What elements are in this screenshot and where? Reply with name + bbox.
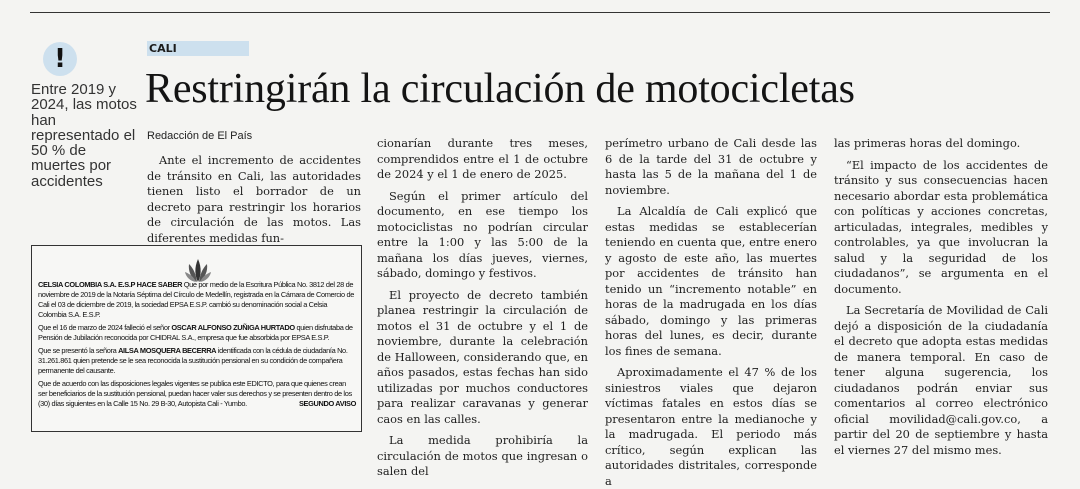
paragraph: La medida prohibiría la circulación de motos que ingresan o salen del: [377, 433, 588, 478]
paragraph: “El impacto de los accidentes de tránsito y sus consecuencias hacen necesario abordar esta problemática con políticas y acciones concretas, articuladas, integrales, medibles y controlables, ya que involucran la salud y la seguridad de los ciudadanos”, se argumenta en el documento.: [834, 157, 1048, 296]
notice-text: Que se presentó la señora: [38, 346, 119, 355]
notice-text: Que el 16 de marzo de 2024 falleció el señor: [38, 323, 172, 332]
paragraph: La Alcaldía de Cali explicó que estas medidas se establecerían teniendo en cuenta que, entre enero y agosto de este año, las muertes por accidentes de tránsito han tenido un “incremento notable” en horas de la madrugada en los días sábado, domingo y las primeras horas del lunes, es decir, durante los fines de semana.: [605, 204, 817, 358]
paragraph: El proyecto de decreto también planea restringir la circulación de motos el 31 de octubre y el 1 de noviembre, durante la celebración de Halloween, considerando que, en años pasados, estas fechas han sido utilizadas por muchos conductores para realizar caravanas y generar caos en las calles.: [377, 287, 588, 426]
notice-paragraph: [38, 379, 356, 409]
notice-text: quien disfrutaba de Pensión de Jubilación reconocida por CHIDRAL S.A., empresa que fue absorbida por EPSA E.S.P.: [38, 323, 353, 342]
notice-bold: CELSIA COLOMBIA S.A. E.S.P HACE SABER: [38, 280, 183, 289]
notice-text: identificada con la cédula de ciudadanía No. 31.261.861 quien pretende se le sea reconocida la sustitución pensional en su condición de compañera permanente del causante.: [38, 346, 348, 375]
article-column-3: [605, 136, 817, 489]
paragraph: perímetro urbano de Cali desde las 6 de la tarde del 31 de octubre y hasta las 5 de la mañana del 1 de noviembre.: [605, 136, 817, 197]
headline: Restringirán la circulación de motocicletas: [145, 66, 855, 112]
paragraph: Según el primer artículo del documento, en ese tiempo los motociclistas no podrían circular entre la 1:00 y las 5:00 de la mañana los días jueves, viernes, sábado, domingo y festivos.: [377, 188, 588, 280]
paragraph: Ante el incremento de accidentes de tránsito en Cali, las autoridades tienen listo el borrador de un decreto para restringir los horarios de circulación de las motos. Las diferentes medidas fun-: [147, 153, 361, 245]
exclamation-icon: !: [43, 42, 77, 76]
byline: Redacción de El País: [147, 130, 253, 142]
article-column-1: [147, 153, 361, 246]
section-tag: CALI: [147, 41, 249, 56]
article-column-2: [377, 136, 588, 480]
notice-paragraph: [38, 346, 356, 376]
paragraph: las primeras horas del domingo.: [834, 136, 1021, 150]
paragraph: La Secretaría de Movilidad de Cali dejó a disposición de la ciudadanía el decreto que adopta estas medidas de manera temporal. En caso de tener alguna sugerencia, los ciudadanos podrán enviar sus comentarios al correo electrónico oficial movilidad@cali.gov.co, a partir del 20 de septiembre y hasta el viernes 27 del mismo mes.: [834, 303, 1048, 457]
side-note: [31, 42, 143, 189]
notice-text: Que por medio de la Escritura Pública No. 3812 del 28 de noviembre de 2019 de la Notaría Séptima del Círculo de Medellín, registrada en la Cámara de Comercio de Cali el 03 de diciembre de 2019, la sociedad EPSA E.S.P. cambió su denominación social a Celsia Colombia S.A. E.S.P.: [38, 280, 355, 319]
paragraph: cionarían durante tres meses, comprendidos entre el 1 de octubre de 2024 y el 1 de enero de 2025.: [377, 136, 588, 181]
article-column-4: [834, 136, 1048, 458]
top-rule: [30, 12, 1050, 13]
notice-text: Que de acuerdo con las disposiciones legales vigentes se publica este EDICTO, para que quienes crean ser beneficiarios de la sustitución pensional, puedan hacer valer sus derechos y se presenten dentro de los (30) días siguientes en la Calle 15 No. 29 B-30, Autopista Cali - Yumbo.: [38, 379, 352, 408]
notice-bold: AILSA MOSQUERA BECERRA: [118, 346, 217, 355]
side-note-text: Entre 2019 y 2024, las motos han representado el 50 % de muertes por accidentes: [31, 81, 137, 190]
notice-paragraph: [38, 280, 356, 320]
paragraph: Aproximadamente el 47 % de los siniestros viales que dejaron víctimas fatales en estos días se presentaron entre la medianoche y la madrugada. El periodo más crítico, según explican las autoridades distritales, corresponde a: [605, 365, 817, 488]
legal-notice: [31, 245, 362, 432]
notice-aviso: SEGUNDO AVISO: [298, 399, 356, 408]
notice-body: [38, 280, 356, 409]
notice-paragraph: [38, 323, 356, 343]
notice-bold: OSCAR ALFONSO ZUÑIGA HURTADO: [171, 323, 295, 332]
